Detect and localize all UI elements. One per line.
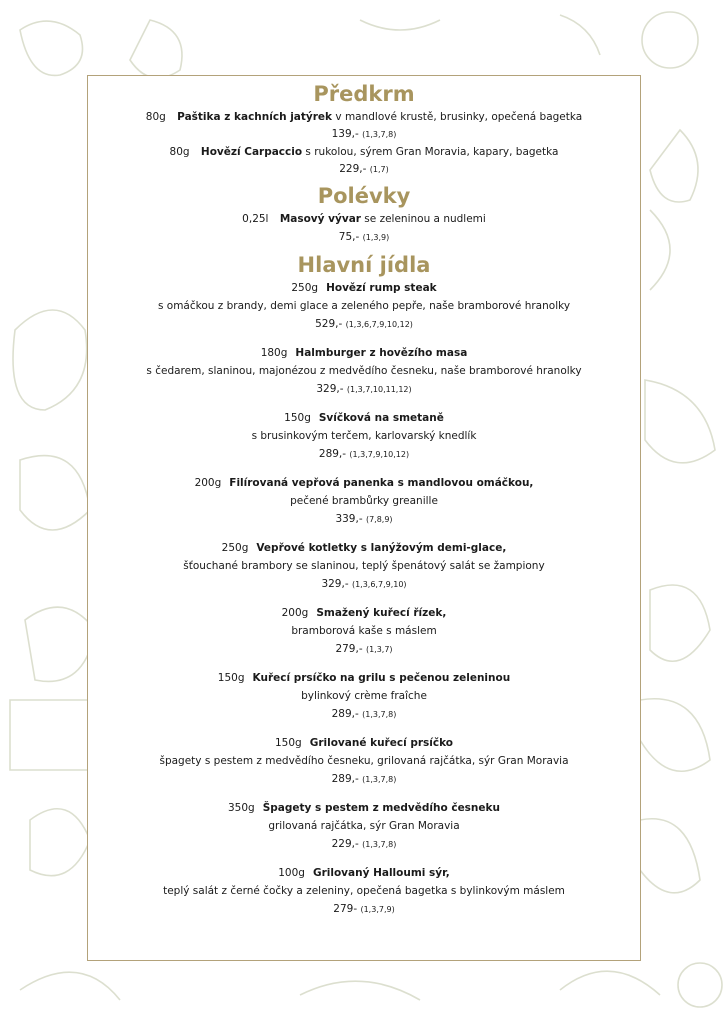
- item-name: Špagety s pestem z medvědího česneku: [262, 802, 500, 814]
- item-price: 75,-: [338, 231, 360, 243]
- menu-item-line: [87, 143, 641, 161]
- menu-item-line: [87, 108, 641, 126]
- item-allergens: (1,3,7,10,11,12): [346, 385, 412, 394]
- item-price-line: [87, 126, 641, 143]
- menu-item: [87, 344, 641, 399]
- item-allergens: (1,7): [369, 165, 389, 174]
- item-description: bramborová kaše s máslem: [291, 625, 437, 637]
- item-allergens: (1,3,7,8): [362, 775, 397, 784]
- item-price: 339,-: [335, 513, 363, 525]
- item-description: pečené brambůrky greanille: [290, 495, 438, 507]
- item-weight: 150g: [284, 412, 311, 424]
- section-title: Polévky: [317, 184, 411, 208]
- menu-item: [87, 604, 641, 659]
- item-price: 289,-: [331, 773, 359, 785]
- item-weight: 250g: [221, 542, 249, 554]
- section-hlavni-jidla: [87, 251, 641, 919]
- section-predkrm: [87, 80, 641, 178]
- item-price: 329,-: [321, 578, 349, 590]
- item-description: bylinkový crème fraîche: [301, 690, 427, 702]
- item-price: 229,-: [331, 838, 359, 850]
- item-description: grilovaná rajčátka, sýr Gran Moravia: [268, 820, 460, 832]
- section-polevky: [87, 182, 641, 247]
- item-allergens: (1,3,7,8): [362, 710, 397, 719]
- item-name: Smažený kuřecí řízek,: [316, 607, 447, 619]
- item-name: Vepřové kotletky s lanýžovým demi-glace,: [256, 542, 507, 554]
- item-allergens: (1,3,7,9): [360, 905, 395, 914]
- item-weight: 200g: [194, 477, 222, 489]
- menu-item: [87, 474, 641, 529]
- item-name: Hovězí Carpaccio: [200, 146, 303, 158]
- item-price: 279-: [333, 903, 358, 915]
- menu-item: [87, 279, 641, 334]
- item-weight: 0,25l: [242, 213, 269, 225]
- item-name: Hovězí rump steak: [326, 282, 437, 294]
- item-allergens: (1,3,7,8): [362, 130, 397, 139]
- item-name: Masový vývar: [279, 213, 361, 225]
- item-weight: 180g: [260, 347, 288, 359]
- item-price: 289,-: [331, 708, 359, 720]
- item-weight: 100g: [278, 867, 305, 879]
- menu-item: [87, 734, 641, 789]
- item-allergens: (1,3,6,7,9,10,12): [345, 320, 413, 329]
- menu-item-line: [87, 210, 641, 228]
- section-title: Hlavní jídla: [297, 253, 431, 277]
- item-price: 229,-: [339, 163, 367, 175]
- item-price-line: [87, 228, 641, 247]
- item-price: 329,-: [316, 383, 344, 395]
- item-description: šťouchané brambory se slaninou, teplý špenátový salát se žampiony: [183, 560, 545, 572]
- item-allergens: (1,3,7): [365, 645, 393, 654]
- item-price: 139,-: [331, 128, 359, 140]
- menu-item: [87, 799, 641, 854]
- item-price: 279,-: [335, 643, 363, 655]
- item-weight: 350g: [228, 802, 255, 814]
- item-name: Paštika z kachních jatýrek: [177, 111, 333, 123]
- item-name: Grilované kuřecí prsíčko: [309, 737, 454, 749]
- item-description: se zeleninou a nudlemi: [364, 213, 486, 225]
- item-allergens: (1,3,9): [362, 233, 390, 242]
- item-name: Kuřecí prsíčko na grilu s pečenou zeleninou: [252, 672, 511, 684]
- item-allergens: (1,3,6,7,9,10): [351, 580, 407, 589]
- item-name: Halmburger z hovězího masa: [295, 347, 468, 359]
- item-weight: 80g: [145, 111, 166, 123]
- item-allergens: (1,3,7,8): [362, 840, 397, 849]
- item-description: teplý salát z černé čočky a zeleniny, opečená bagetka s bylinkovým máslem: [163, 885, 565, 897]
- item-description: s čedarem, slaninou, majonézou z medvědího česneku, naše bramborové hranolky: [146, 365, 582, 377]
- item-name: Svíčková na smetaně: [318, 412, 444, 424]
- item-weight: 150g: [217, 672, 245, 684]
- item-weight: 150g: [274, 737, 302, 749]
- item-allergens: (7,8,9): [365, 515, 393, 524]
- section-title: Předkrm: [313, 82, 415, 106]
- menu-item: [87, 539, 641, 594]
- item-description: s rukolou, sýrem Gran Moravia, kapary, bagetka: [305, 146, 559, 158]
- item-price: 289,-: [318, 448, 347, 460]
- item-name: Grilovaný Halloumi sýr,: [312, 867, 450, 879]
- item-description: s omáčkou z brandy, demi glace a zeleného pepře, naše bramborové hranolky: [157, 300, 571, 312]
- menu-item: [87, 864, 641, 919]
- item-price-line: [87, 161, 641, 178]
- item-description: v mandlové krustě, brusinky, opečená bagetka: [335, 111, 583, 123]
- item-weight: 250g: [291, 282, 319, 294]
- item-allergens: (1,3,7,9,10,12): [349, 450, 410, 459]
- item-name: Filírovaná vepřová panenka s mandlovou omáčkou,: [229, 477, 534, 489]
- menu-item: [87, 669, 641, 724]
- menu-content: [87, 80, 641, 929]
- item-weight: 200g: [281, 607, 309, 619]
- item-description: špagety s pestem z medvědího česneku, grilovaná rajčátka, sýr Gran Moravia: [159, 755, 569, 767]
- item-description: s brusinkovým terčem, karlovarský knedlík: [251, 430, 477, 442]
- menu-item: [87, 409, 641, 464]
- item-weight: 80g: [169, 146, 190, 158]
- item-price: 529,-: [315, 318, 343, 330]
